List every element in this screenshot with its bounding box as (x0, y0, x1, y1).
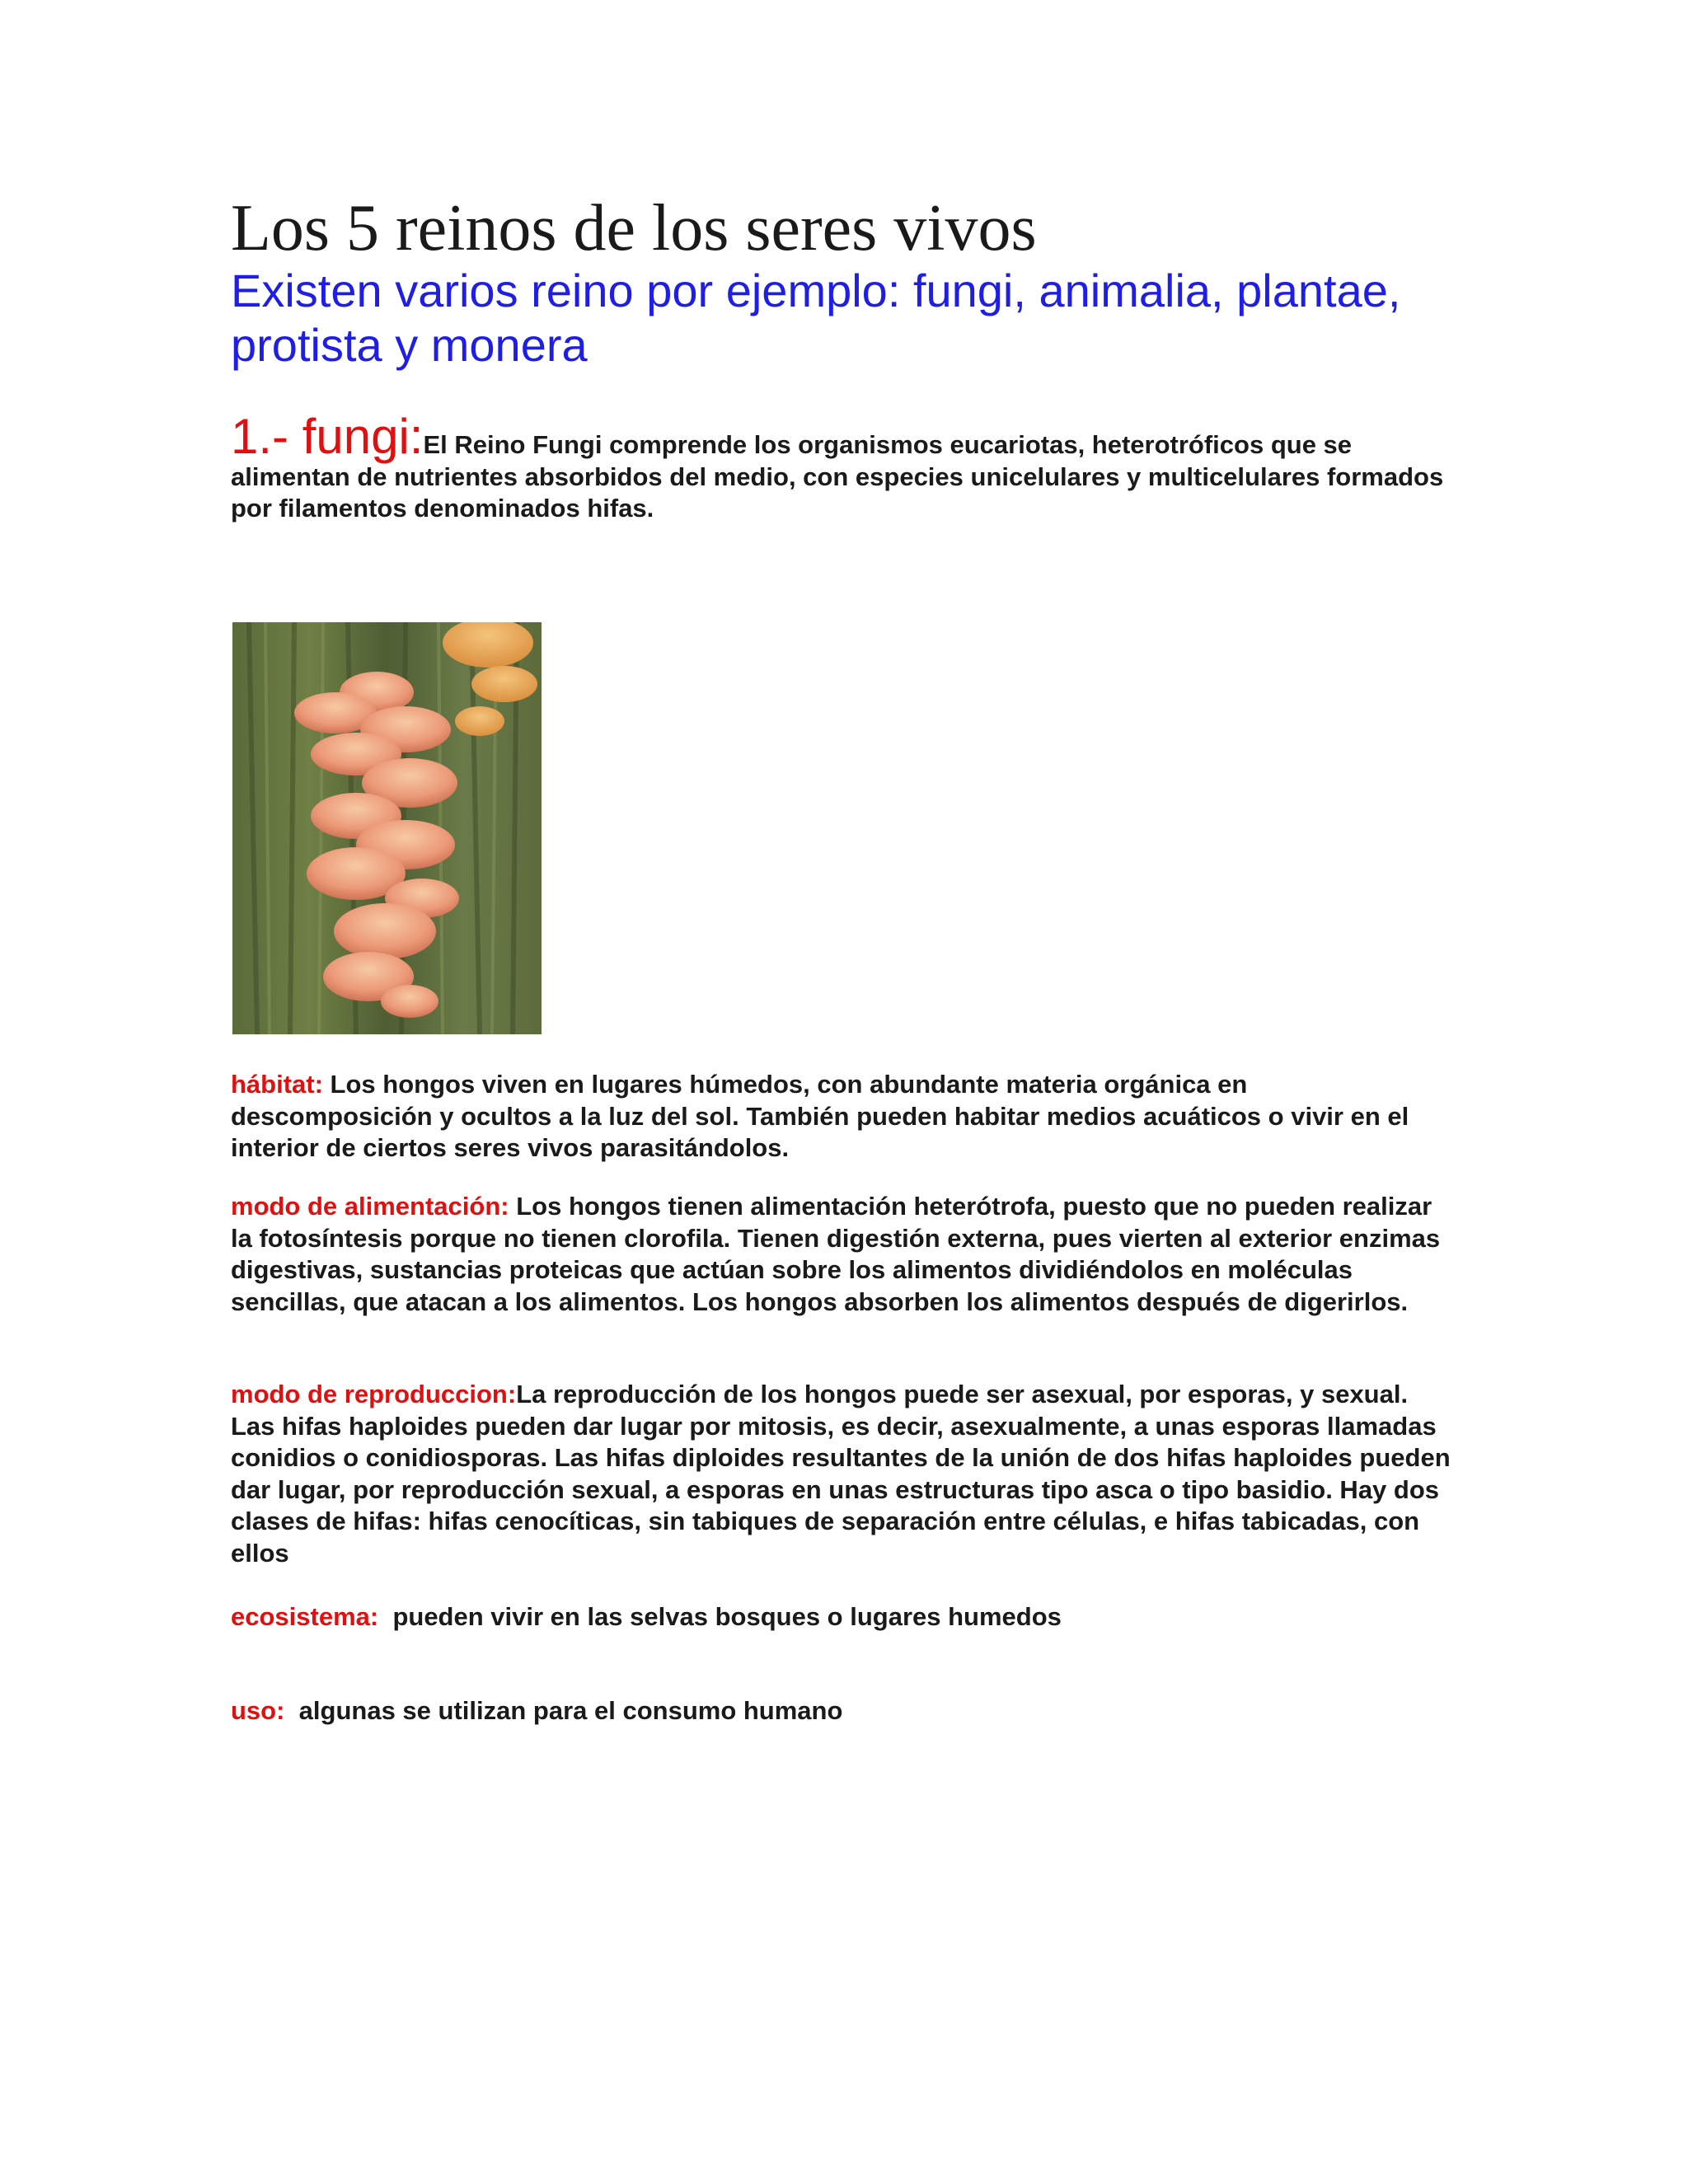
mushroom-photo (232, 622, 542, 1034)
alimentacion-text: Los hongos tienen alimentación heterótrofa, puesto que no pueden realizar la fotosíntesis porque no tienen clorofila. Tienen digestión externa, pues vierten al exterior enzimas digestivas, sustancias proteicas que actúan sobre los alimentos dividiéndolos en moléculas sencillas, que atacan a los alimentos. Los hongos absorben los alimentos después de digerirlos. (231, 1192, 1441, 1316)
uso-label: uso: (231, 1696, 285, 1725)
ecosistema-text: pueden vivir en las selvas bosques o lugares humedos (378, 1602, 1062, 1631)
page-subtitle: Existen varios reino por ejemplo: fungi, animalia, plantae, protista y monera (231, 265, 1401, 371)
fungi-intro (231, 409, 1451, 524)
alimentacion-label: modo de alimentación: (231, 1192, 509, 1221)
habitat-label: hábitat: (231, 1070, 323, 1099)
reproduccion-section (231, 1379, 1451, 1569)
uso-section (231, 1695, 1451, 1727)
reproduccion-label: modo de reproduccion: (231, 1380, 517, 1408)
uso-text: algunas se utilizan para el consumo humano (284, 1696, 843, 1725)
fungi-intro-text: El Reino Fungi comprende los organismos eucariotas, heterotróficos que se alimentan de nutrientes absorbidos del medio, con especies unicelulares y multicelulares formados por filamentos denominados hifas. (231, 430, 1444, 523)
ecosistema-section (231, 1601, 1451, 1633)
alimentacion-section (231, 1191, 1451, 1318)
habitat-section (231, 1069, 1451, 1165)
page-title: Los 5 reinos de los seres vivos (231, 192, 1037, 265)
habitat-text: Los hongos viven en lugares húmedos, con abundante materia orgánica en descomposición y ocultos a la luz del sol. También pueden habitar medios acuáticos o vivir en el interior de ciertos seres vivos parasitándolos. (231, 1070, 1409, 1162)
reproduccion-text: La reproducción de los hongos puede ser asexual, por esporas, y sexual. Las hifas haploides pueden dar lugar por mitosis, es decir, asexualmente, a unas esporas llamadas conidios o conidiosporas. Las hifas diploides resultantes de la unión de dos hifas haploides pueden dar lugar, por reproducción sexual, a esporas en unas estructuras tipo asca o tipo basidio. Hay dos clases de hifas: hifas cenocíticas, sin tabiques de separación entre células, e hifas tabicadas, con ellos (231, 1380, 1451, 1568)
fungi-heading: 1.- fungi: (231, 409, 424, 464)
ecosistema-label: ecosistema: (231, 1602, 379, 1631)
